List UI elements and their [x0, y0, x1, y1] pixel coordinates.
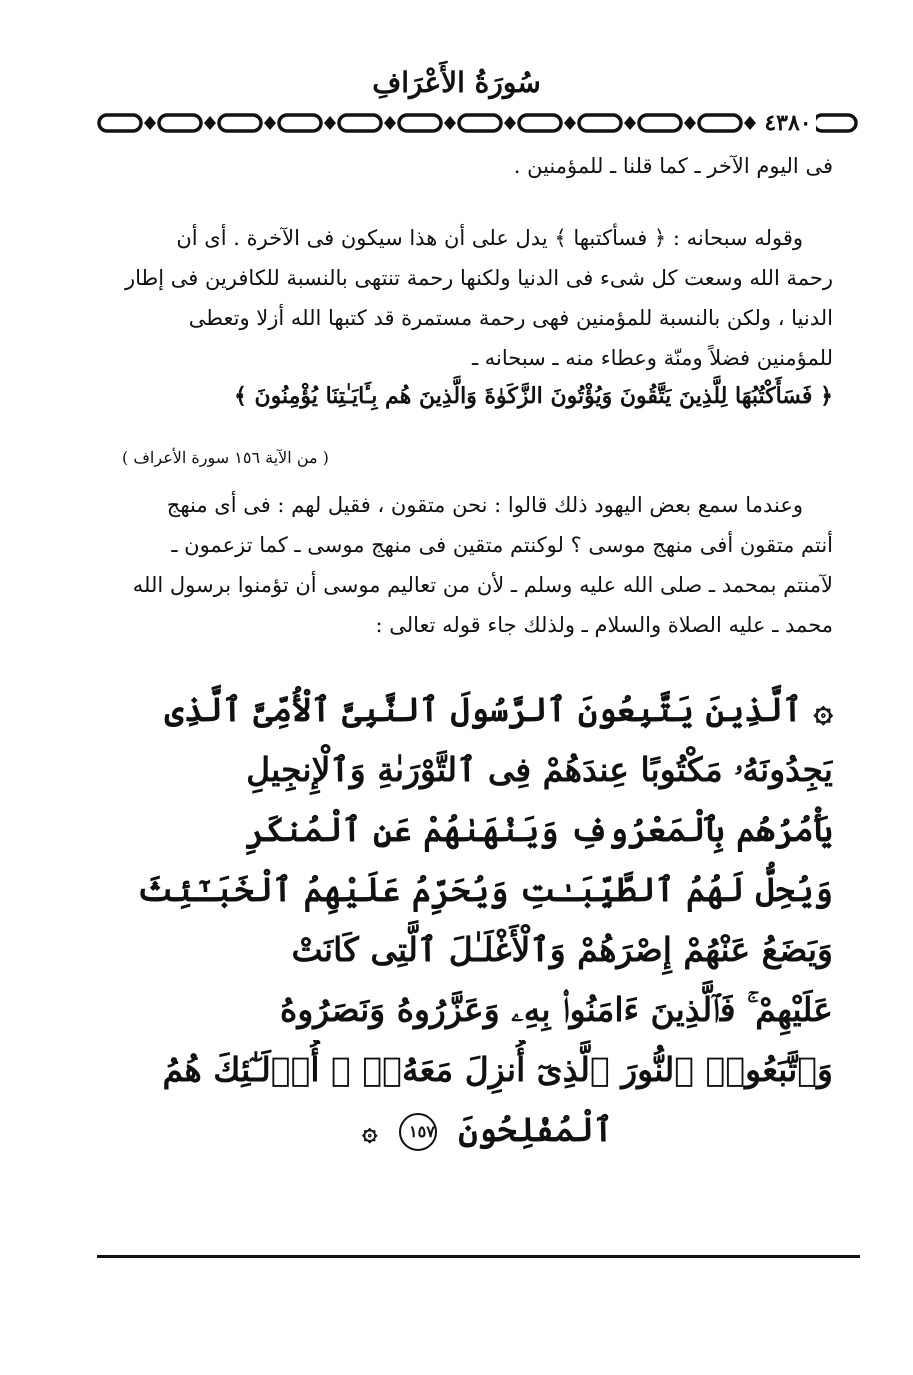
verse-citation: ( من الآية ١٥٦ سورة الأعراف ) — [122, 448, 329, 467]
quran-final-line — [133, 1100, 833, 1162]
paragraph-2-line: وعندما سمع بعض اليهود ذلك قالوا : نحن متقون ، فقيل لهم : فى أى منهج — [166, 493, 803, 517]
quran-line: يَجِدُونَهُۥ مَكْتُوبًا عِندَهُمْ فِى ٱلتَّوْرَىٰةِ وَٱلْإِنجِيلِ — [246, 750, 833, 789]
quran-line: وَيَضَعُ عَنْهُمْ إِصْرَهُمْ وَٱلْأَغْلَـٰلَ ٱلَّتِى كَانَتْ — [291, 930, 833, 969]
quran-line: ۞ ٱلَّذِينَ يَتَّبِعُونَ ٱلرَّسُولَ ٱلنَّبِىَّ ٱلْأُمِّىَّ ٱلَّذِى — [164, 690, 833, 729]
paragraph-1-line: للمؤمنين فضلاً ومنّة وعطاء منه ـ سبحانه ـ — [471, 346, 833, 370]
quran-verse-block — [133, 680, 833, 1162]
paragraph-1-line: رحمة الله وسعت كل شىء فى الدنيا ولكنها رحمة تنتهى بالنسبة للكافرين فى إطار — [124, 266, 833, 290]
page-number: ٤٣٨٠ — [760, 110, 816, 136]
paragraph-1-line: وقوله سبحانه : ﴿ فسأكتبها ﴾ يدل على أن هذا سيكون فى الآخرة . أى أن — [176, 226, 803, 250]
paragraph-1 — [78, 218, 833, 378]
paragraph-2-line: محمد ـ عليه الصلاة والسلام ـ ولذلك جاء قوله تعالى : — [375, 613, 833, 637]
ornament-border — [95, 108, 860, 138]
paragraph-2 — [78, 485, 833, 645]
bottom-rule — [97, 1255, 860, 1258]
paragraph-2-line: لآمنتم بمحمد ـ صلى الله عليه وسلم ـ لأن من تعاليم موسى أن تؤمنوا برسول الله — [132, 573, 833, 597]
quran-line: وَٱتَّبَعُوا۟ ٱلنُّورَ ٱلَّذِىٓ أُنزِلَ مَعَهُۥٓ ۙ أُو۟لَـٰٓئِكَ هُمُ — [162, 1050, 833, 1089]
quran-line: يَأْمُرُهُم بِٱلْمَعْرُوفِ وَيَنْهَىٰهُمْ عَنِ ٱلْمُنكَرِ — [245, 810, 833, 849]
paragraph-2-line: أنتم متقون أفى منهج موسى ؟ لوكنتم متقين فى منهج موسى ـ كما تزعمون ـ — [171, 533, 833, 557]
paragraph-1-line: الدنيا ، ولكن بالنسبة للمؤمنين فهى رحمة مستمرة قد كتبها الله أزلا وتعطى — [188, 306, 833, 330]
quran-final-word: ٱلْمُفْلِحُونَ — [458, 1110, 613, 1149]
quran-line: عَلَيْهِمْ ۚ فَٱلَّذِينَ ءَامَنُوا۟ بِهِۦ وَعَزَّرُوهُ وَنَصَرُوهُ — [280, 990, 833, 1029]
quran-line: وَيُحِلُّ لَهُمُ ٱلطَّيِّبَـٰتِ وَيُحَرِّمُ عَلَيْهِمُ ٱلْخَبَـٰٓئِثَ — [137, 870, 833, 909]
opening-line: فى اليوم الآخر ـ كما قلنا ـ للمؤمنين . — [513, 154, 833, 178]
surah-title: سُورَةُ الأَعْرَافِ — [372, 66, 541, 99]
verse-quote: ﴿ فَسَأَكْتُبُهَا لِلَّذِينَ يَتَّقُونَ وَيُؤْتُونَ الزَّكَوٰةَ وَالَّذِينَ هُم بِـَٔايَـٰتِنَا يُؤْمِنُونَ ﴾ — [233, 383, 833, 409]
ayah-number-badge: ١٥٧ — [399, 1113, 437, 1151]
end-ornament-icon: ۞ — [362, 1117, 378, 1147]
